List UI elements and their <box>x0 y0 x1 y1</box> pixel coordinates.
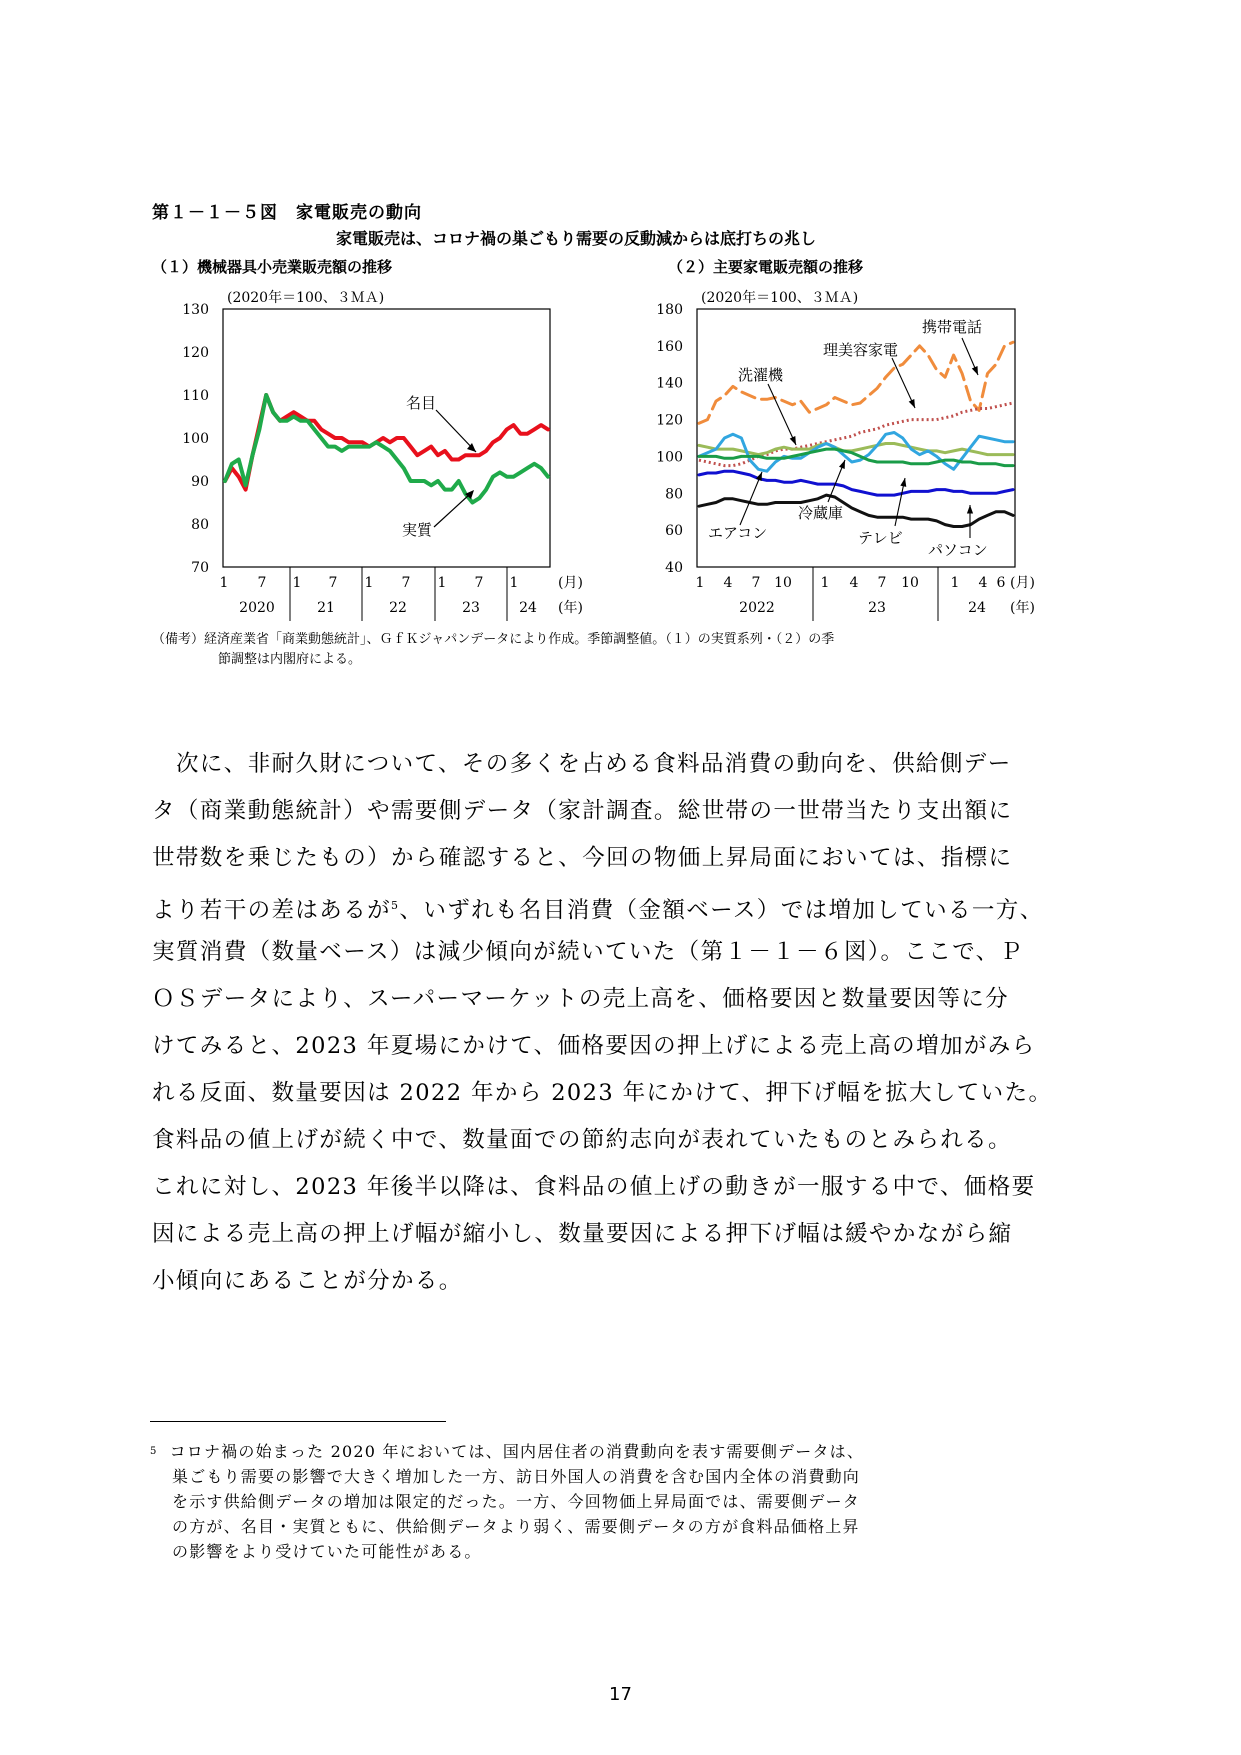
series-line-エアコン <box>699 433 1013 472</box>
unit-note: (2020年＝100、３ＭＡ) <box>227 290 385 306</box>
panel1-title: （１）機械器具小売業販売額の推移 <box>152 258 393 276</box>
footnote-line: の方が、名目・実質ともに、供給側データより弱く、需要側データの方が食料品価格上昇 <box>172 1517 860 1536</box>
x-year-label: 24 <box>968 600 986 616</box>
annotation-label-nominal: 名目 <box>406 394 437 412</box>
footnote-line <box>150 1439 1100 1464</box>
x-year-unit: (年) <box>558 600 583 616</box>
y-tick-label: 100 <box>656 449 683 466</box>
x-tick-label: 7 <box>257 575 267 591</box>
body-line: タ（商業動態統計）や需要側データ（家計調査。総世帯の一世帯当たり支出額に <box>152 798 1013 824</box>
x-tick-label: 7 <box>328 575 338 591</box>
annotation-label: 携帯電話 <box>922 318 983 336</box>
x-year-label: 2020 <box>239 600 275 616</box>
y-tick-label: 160 <box>656 338 683 355</box>
annotation-arrow-real <box>434 494 470 527</box>
x-tick-label: 7 <box>751 575 761 591</box>
series-line-テレビ <box>699 471 1013 495</box>
y-tick-label: 80 <box>665 486 683 503</box>
x-year-label: 22 <box>389 600 407 616</box>
annotation-label: テレビ <box>858 529 903 547</box>
y-tick-label: 40 <box>665 560 683 576</box>
body-line: ＯＳデータにより、スーパーマーケットの売上高を、価格要因と数量要因等に分 <box>152 986 1010 1012</box>
chart-major-appliance-sales <box>640 280 1090 620</box>
body-line: 実質消費（数量ベース）は減少傾向が続いていた（第１－１－６図）。ここで、Ｐ <box>152 939 1024 965</box>
annotation-label: エアコン <box>708 524 768 542</box>
body-line-part: 、いずれも名目消費（金額ベース）では増加している一方、 <box>399 897 1044 924</box>
body-line: 食料品の値上げが続く中で、数量面での節約志向が表れていたものとみられる。 <box>152 1127 1012 1153</box>
annotation-label: 理美容家電 <box>823 341 899 359</box>
x-year-label: 24 <box>519 600 537 616</box>
y-tick-label: 130 <box>182 302 209 318</box>
body-line: 世帯数を乗じたもの）から確認すると、今回の物価上昇局面においては、指標に <box>152 845 1013 871</box>
annotation-label: 冷蔵庫 <box>798 504 844 522</box>
body-line-part: より若干の差はあるが <box>152 897 392 924</box>
y-tick-label: 60 <box>665 523 683 540</box>
x-tick-label: 4 <box>723 575 733 591</box>
x-year-label: 21 <box>317 600 335 616</box>
y-tick-label: 120 <box>182 345 209 361</box>
x-tick-label: 6 <box>996 575 1006 591</box>
unit-note: (2020年＝100、３ＭＡ) <box>701 290 859 306</box>
body-line <box>152 882 1092 929</box>
x-tick-label: 1 <box>950 575 960 591</box>
page-number: 17 <box>609 1684 632 1705</box>
footnote-ref[interactable]: 5 <box>391 899 400 912</box>
y-tick-label: 70 <box>191 560 209 576</box>
annotation-arrow <box>740 472 762 525</box>
x-tick-label: 10 <box>774 575 792 591</box>
note-line: （備考）経済産業省「商業動態統計」、ＧｆＫジャパンデータにより作成。季節調整値。（１）の実質系列・（２）の季 <box>152 632 835 647</box>
chart-machinery-retail-sales <box>140 280 590 620</box>
body-line: けてみると、2023 年夏場にかけて、価格要因の押上げによる売上高の増加がみら <box>152 1033 1036 1059</box>
x-year-label: 23 <box>868 600 886 616</box>
x-month-unit: (月) <box>558 575 583 591</box>
y-tick-label: 110 <box>182 388 209 404</box>
annotation-arrowhead <box>972 366 978 375</box>
x-tick-label: 10 <box>901 575 919 591</box>
figure-title: 第１－１－５図 家電販売の動向 <box>152 203 422 223</box>
x-tick-label: 1 <box>437 575 447 591</box>
x-year-label: 23 <box>462 600 480 616</box>
footnote-mark: 5 <box>150 1446 158 1457</box>
body-line: 小傾向にあることが分かる。 <box>152 1268 463 1294</box>
annotation-arrowhead <box>909 399 915 408</box>
footnote-line: の影響をより受けていた可能性がある。 <box>172 1542 482 1561</box>
y-tick-label: 80 <box>191 517 209 533</box>
x-month-unit: (月) <box>1010 575 1035 591</box>
y-tick-label: 140 <box>656 375 683 392</box>
x-tick-label: 4 <box>978 575 988 591</box>
body-line: 因による売上高の押上げ幅が縮小し、数量要因による押下げ幅は緩やかながら縮 <box>152 1221 1013 1247</box>
x-tick-label: 1 <box>292 575 302 591</box>
x-tick-label: 7 <box>474 575 484 591</box>
annotation-label: パソコン <box>928 541 988 559</box>
y-tick-label: 120 <box>656 412 683 429</box>
body-line: これに対し、2023 年後半以降は、食料品の値上げの動きが一服する中で、価格要 <box>152 1174 1036 1200</box>
annotation-arrowhead <box>900 478 906 487</box>
body-line: 次に、非耐久財について、その多くを占める食料品消費の動向を、供給側デー <box>176 751 1012 777</box>
annotation-arrowhead <box>967 505 973 514</box>
body-line: れる反面、数量要因は 2022 年から 2023 年にかけて、押下げ幅を拡大していた。 <box>152 1080 1053 1106</box>
x-tick-label: 4 <box>849 575 859 591</box>
x-tick-label: 7 <box>877 575 887 591</box>
annotation-label-real: 実質 <box>402 521 433 539</box>
footnote-line: 巣ごもり需要の影響で大きく増加した一方、訪日外国人の消費を含む国内全体の消費動向 <box>172 1467 861 1486</box>
figure-note <box>152 630 1092 670</box>
y-tick-label: 100 <box>182 431 209 447</box>
series-line-実質 <box>225 395 548 503</box>
panel2-title: （２）主要家電販売額の推移 <box>668 258 864 276</box>
x-tick-label: 1 <box>219 575 229 591</box>
annotation-label: 洗濯機 <box>738 366 784 384</box>
x-tick-label: 1 <box>509 575 519 591</box>
x-tick-label: 1 <box>695 575 705 591</box>
x-tick-label: 1 <box>364 575 374 591</box>
figure-subtitle: 家電販売は、コロナ禍の巣ごもり需要の反動減からは底打ちの兆し <box>336 229 817 248</box>
x-year-unit: (年) <box>1010 600 1035 616</box>
body-paragraph <box>152 741 1092 1305</box>
y-tick-label: 180 <box>656 302 683 318</box>
x-year-label: 2022 <box>739 600 775 616</box>
footnote-divider <box>150 1421 446 1422</box>
annotation-arrowhead <box>839 460 845 469</box>
footnote <box>150 1439 1100 1564</box>
x-tick-label: 1 <box>820 575 830 591</box>
note-line: 節調整は内閣府による。 <box>218 652 362 667</box>
x-tick-label: 7 <box>401 575 411 591</box>
footnote-line: を示す供給側データの増加は限定的だった。一方、今回物価上昇局面では、需要側データ <box>172 1492 861 1511</box>
annotation-arrow <box>768 384 796 445</box>
y-tick-label: 90 <box>191 474 209 490</box>
footnote-line-text: コロナ禍の始まった 2020 年においては、国内居住者の消費動向を表す需要側データは、 <box>169 1442 865 1461</box>
annotation-arrowhead <box>790 436 796 445</box>
